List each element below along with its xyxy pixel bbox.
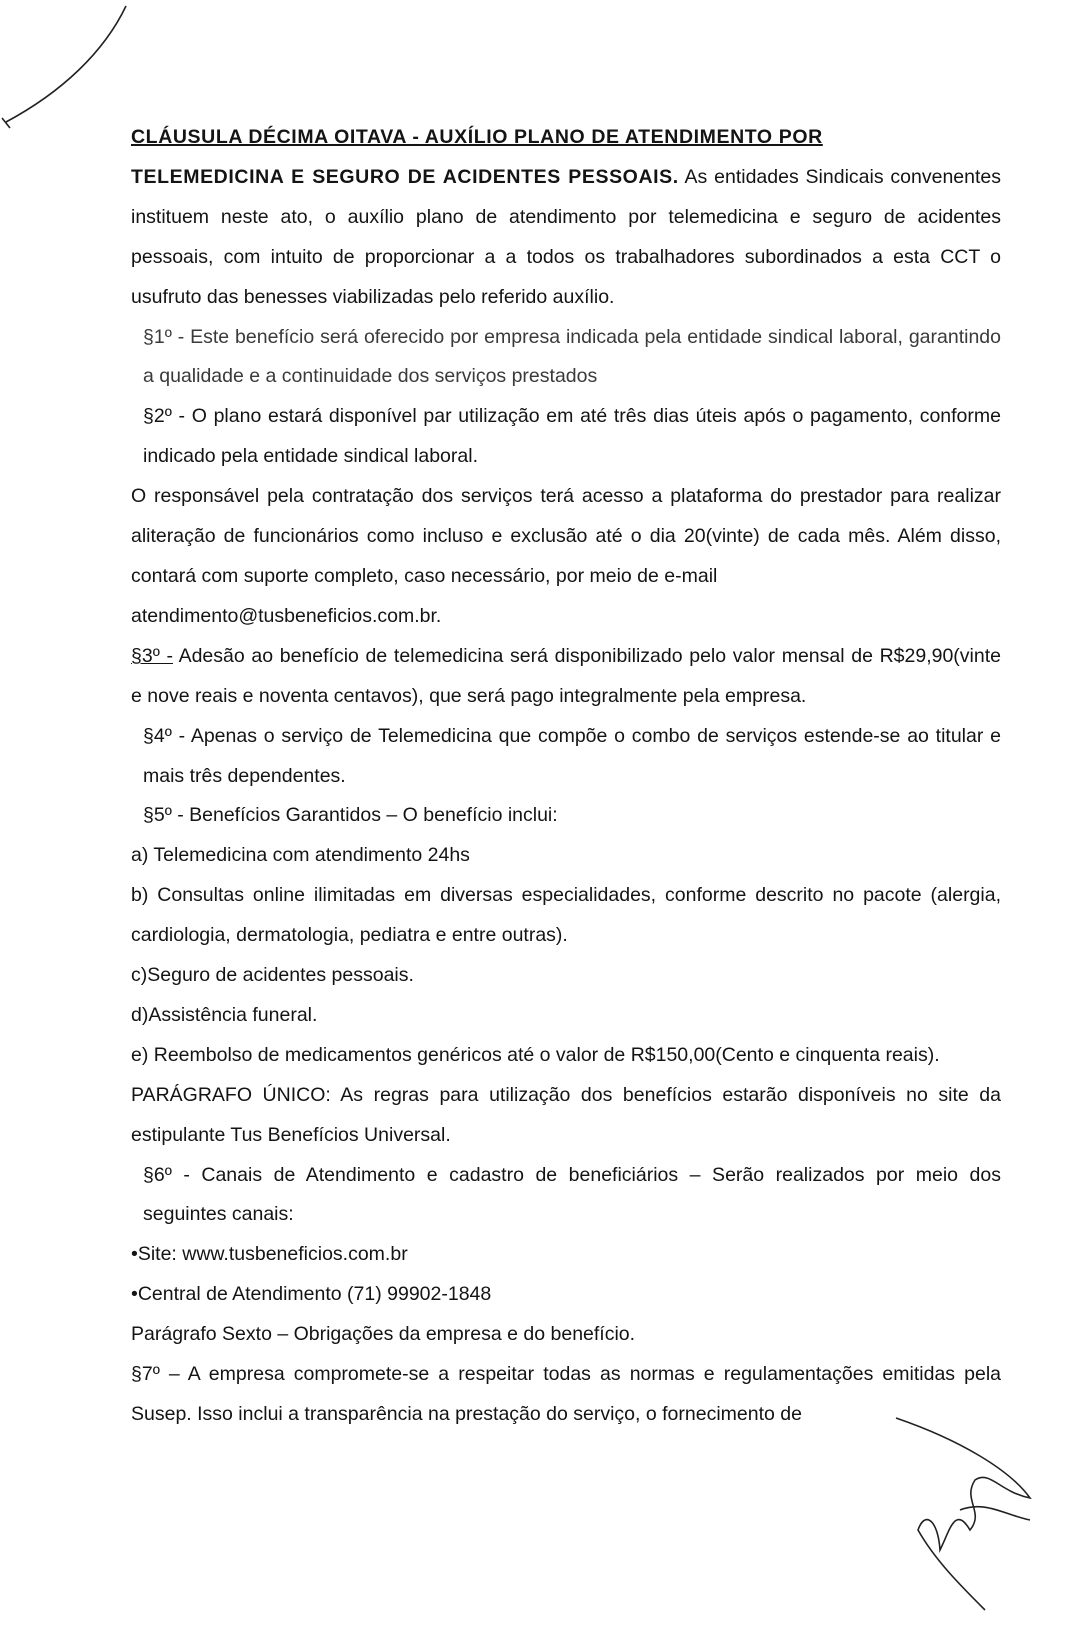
paragraph-3-text: Adesão ao benefício de telemedicina será disponibilizado pelo valor mensal de R$29,90(vinte e nove reais e noventa centavos), que será pago integralmente pela empresa. (131, 644, 1001, 707)
list-item-c: c)Seguro de acidentes pessoais. (131, 964, 414, 987)
paragraph-responsavel: O responsável pela contratação dos serviços terá acesso a plataforma do prestador para realizar aliteração de funcionários como incluso e exclusão até o dia 20(vinte) de cada mês. Além disso, contará com suporte completo, caso necessário, por meio de e-mail (131, 485, 1001, 587)
paragraph-1: §1º - Este benefício será oferecido por empresa indicada pela entidade sindical laboral, garantindo a qualidade e a continuidade dos serviços prestados (143, 325, 1001, 388)
paragraph-3-label: §3º - (131, 644, 173, 667)
pen-stroke-top-left (6, 6, 126, 122)
paragraph-7: §7º – A empresa compromete-se a respeitar todas as normas e regulamentações emitidas pela Susep. Isso inclui a transparência na prestação do serviço, o fornecimento de (131, 1363, 1001, 1425)
channel-central: •Central de Atendimento (71) 99902-1848 (131, 1283, 492, 1306)
paragraph-3 (131, 637, 1001, 717)
list-item-d: d)Assistência funeral. (131, 1003, 318, 1026)
clause-title-line1: CLÁUSULA DÉCIMA OITAVA - AUXÍLIO PLANO DE ATENDIMENTO POR (131, 126, 823, 148)
channel-site: •Site: www.tusbeneficios.com.br (131, 1243, 408, 1266)
intro-text: As entidades Sindicais convenentes instituem neste ato, o auxílio plano de atendimento por telemedicina e seguro de acidentes pessoais, com intuito de proporcionar a a todos os trabalhadores subordinados a esta CCT o usufruto das benesses viabilizadas pelo referido auxílio. (131, 165, 1001, 308)
paragrafo-sexto: Parágrafo Sexto – Obrigações da empresa e do benefício. (131, 1323, 636, 1346)
paragrafo-unico: PARÁGRAFO ÚNICO: As regras para utilização dos benefícios estarão disponíveis no site da estipulante Tus Benefícios Universal. (131, 1083, 1001, 1146)
clause-body (131, 118, 1001, 1435)
pen-stroke-top-left-tail (2, 118, 10, 128)
paragraph-2: §2º - O plano estará disponível par utilização em até três dias úteis após o pagamento, conforme indicado pela entidade sindical laboral. (143, 405, 1001, 468)
list-item-e: e) Reembolso de medicamentos genéricos até o valor de R$150,00(Cento e cinquenta reais). (131, 1043, 940, 1066)
clause-intro (131, 158, 1001, 318)
clause-title (131, 118, 1001, 158)
email-line: atendimento@tusbeneficios.com.br. (131, 604, 442, 627)
clause-title-line2: TELEMEDICINA E SEGURO DE ACIDENTES PESSOAIS. (131, 165, 679, 188)
paragraph-6: §6º - Canais de Atendimento e cadastro de beneficiários – Serão realizados por meio dos seguintes canais: (143, 1163, 1001, 1226)
list-item-b: b) Consultas online ilimitadas em diversas especialidades, conforme descrito no pacote (alergia, cardiologia, dermatologia, pediatra e entre outras). (131, 884, 1001, 947)
signature-initials (896, 1418, 1030, 1610)
list-item-a: a) Telemedicina com atendimento 24hs (131, 844, 470, 867)
paragraph-4: §4º - Apenas o serviço de Telemedicina que compõe o combo de serviços estende-se ao titular e mais três dependentes. (143, 724, 1001, 787)
paragraph-5: §5º - Benefícios Garantidos – O benefício inclui: (143, 804, 558, 827)
